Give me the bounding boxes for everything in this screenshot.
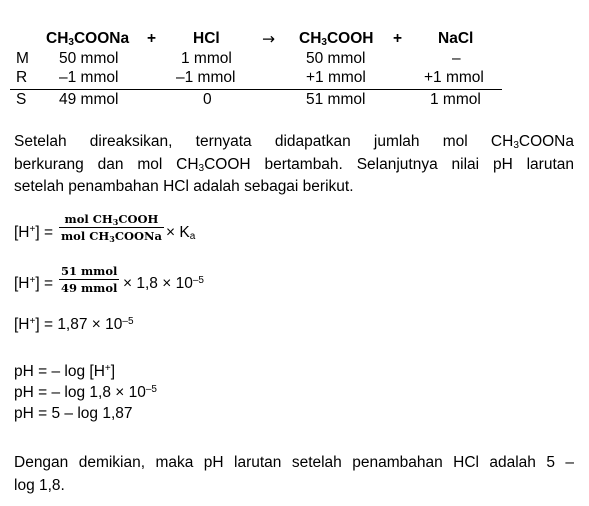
table-cell: 49 mmol	[59, 91, 119, 108]
plus-sign: +	[393, 30, 403, 47]
ph-line: pH = – $\log 1,8 \times 10^{-5}$	[14, 384, 157, 401]
plus-sign: +	[147, 30, 157, 47]
reaction-arrow-icon: →	[262, 30, 275, 48]
ph-line: pH = 5 – log 1,87	[14, 405, 133, 422]
equation-rhs: × $1,8 \times 10^{-5}$	[123, 275, 204, 292]
table-cell: –1 mmol	[59, 69, 119, 86]
fraction-numerator: 51 mmol	[61, 264, 118, 278]
explanation-paragraph	[14, 131, 574, 199]
product-ch3cooh: $CH_3COOH$	[299, 30, 374, 48]
row-label: M	[16, 50, 29, 67]
table-cell: 50 mmol	[306, 50, 366, 67]
reactant-hcl: HCl	[193, 30, 220, 47]
h-concentration-result: $[H^+] = 1,87 \times 10^{-5}$	[14, 316, 134, 333]
paragraph-line: log 1,8.	[14, 476, 65, 494]
concentration-ratio-fraction	[59, 212, 164, 243]
mmol-ratio-fraction	[59, 264, 119, 295]
row-label: R	[16, 69, 28, 86]
equation-rhs: × $K_a$	[166, 224, 196, 242]
conclusion-paragraph	[14, 452, 574, 497]
table-cell: –1 mmol	[176, 69, 236, 86]
table-cell: +1 mmol	[424, 69, 484, 86]
fraction-bar	[59, 227, 164, 228]
fraction-denominator: mol $CH_3COONa$	[61, 229, 162, 244]
table-cell: 1 mmol	[181, 50, 232, 67]
table-divider	[10, 89, 502, 90]
row-label: S	[16, 91, 27, 108]
paragraph-line: berkurang dan mol $CH_3COOH$ bertambah. Selanjutnya nilai pH larutan	[14, 155, 574, 174]
product-nacl: NaCl	[438, 30, 474, 47]
equation-lhs: [H+] =	[14, 224, 54, 241]
equation-lhs: [H+] =	[14, 275, 54, 292]
table-cell: 50 mmol	[59, 50, 119, 67]
reactant-ch3coona: $CH_3COONa$	[46, 30, 130, 48]
fraction-denominator: 49 mmol	[61, 281, 118, 295]
ph-line: pH = – log [H+]	[14, 363, 116, 380]
table-cell: 0	[203, 91, 212, 108]
paragraph-line: Setelah direaksikan, ternyata didapatkan jumlah mol $CH_3COONa$	[14, 133, 574, 151]
fraction-numerator: mol $CH_3COOH$	[64, 212, 159, 227]
table-cell: +1 mmol	[306, 69, 366, 86]
table-cell: 51 mmol	[306, 91, 366, 108]
paragraph-line: Dengan demikian, maka pH larutan setelah penambahan HCl adalah 5 –	[14, 454, 574, 471]
table-cell: –	[452, 50, 461, 67]
paragraph-line: setelah penambahan HCl adalah sebagai berikut.	[14, 178, 354, 195]
fraction-bar	[59, 279, 119, 280]
table-cell: 1 mmol	[430, 91, 481, 108]
